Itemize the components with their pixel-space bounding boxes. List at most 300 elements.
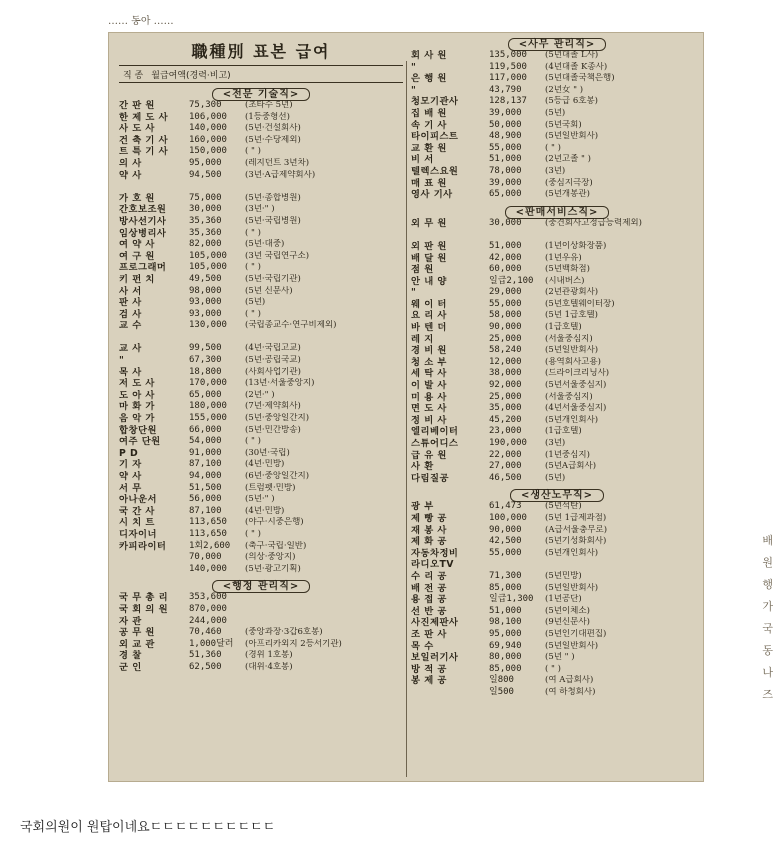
job-title: " xyxy=(119,355,125,367)
salary-row xyxy=(119,425,403,437)
salary-row xyxy=(411,687,703,699)
job-title: 용 접 공 xyxy=(411,594,447,606)
salary-row xyxy=(119,332,403,344)
salary-value: 35,360 xyxy=(189,215,222,226)
salary-note: (1급호텔) xyxy=(545,426,582,437)
salary-note: (야구·시중은행) xyxy=(245,517,304,528)
salary-row xyxy=(119,564,403,576)
salary-value: 65,000 xyxy=(489,189,522,200)
salary-value: 80,000 xyxy=(489,652,522,663)
section-title-text: <판매서비스직> xyxy=(505,206,610,219)
salary-value: 190,000 xyxy=(489,438,527,448)
salary-row xyxy=(411,559,703,571)
job-title: 재 봉 사 xyxy=(411,524,447,536)
salary-note: (5년대졸 L사) xyxy=(545,50,599,60)
salary-note: (5년일반회사) xyxy=(545,345,599,356)
salary-value: 67,300 xyxy=(189,355,222,366)
job-title: 트 특 기 사 xyxy=(119,146,169,158)
salary-note: (30년·국립) xyxy=(245,447,290,458)
job-title: 약 사 xyxy=(119,169,142,181)
salary-note: (5년 " ) xyxy=(545,652,575,663)
salary-value: 94,000 xyxy=(189,471,222,481)
job-title: 수 리 공 xyxy=(411,570,447,582)
salary-row xyxy=(119,228,403,240)
job-title: 외 판 원 xyxy=(411,240,447,252)
salary-value: 244,000 xyxy=(189,615,227,626)
salary-note: (5년일반회사) xyxy=(545,582,599,593)
salary-value: 51,500 xyxy=(189,482,222,493)
salary-row xyxy=(411,73,703,85)
salary-note: (7년·제약회사) xyxy=(245,401,301,412)
edge-char: 국 xyxy=(762,622,773,635)
job-title: 프로그래머 xyxy=(119,262,167,274)
salary-value xyxy=(489,229,545,241)
job-title: 판 사 xyxy=(119,297,142,309)
job-title: 영사 기사 xyxy=(411,189,453,201)
job-title: 약 사 xyxy=(119,471,142,482)
salary-value: 23,000 xyxy=(489,426,522,437)
salary-row xyxy=(411,536,703,548)
job-title: 국 회 의 원 xyxy=(119,603,169,615)
salary-note: (4년서울중심지) xyxy=(545,403,607,414)
salary-row xyxy=(411,50,703,62)
salary-note: (5년일반회사) xyxy=(545,640,599,651)
job-title: 이 발 사 xyxy=(411,380,447,392)
job-title: 한 제 도 사 xyxy=(119,111,169,123)
salary-row xyxy=(119,650,403,662)
salary-note: (5년) xyxy=(245,297,266,308)
job-title: 사진제판사 xyxy=(411,617,459,629)
salary-note: (A급서울충무로) xyxy=(545,524,608,535)
salary-value: 일급1,300 xyxy=(489,594,534,605)
salary-row xyxy=(411,380,703,392)
edge-char: 배 xyxy=(762,534,773,547)
salary-value: 46,500 xyxy=(489,472,522,483)
job-title xyxy=(411,687,489,699)
salary-row xyxy=(119,483,403,495)
salary-note: (레지던트 3년차) xyxy=(245,157,310,168)
salary-note: (아프리카외지 2등서기관) xyxy=(245,638,342,649)
job-title: 집 배 원 xyxy=(411,107,447,119)
salary-note: (3년) xyxy=(545,438,566,448)
section-title xyxy=(411,203,703,216)
salary-value: 130,000 xyxy=(189,320,227,331)
salary-value: 62,500 xyxy=(189,661,222,672)
salary-value: 60,000 xyxy=(489,264,522,275)
salary-value: 95,000 xyxy=(189,157,222,168)
salary-row xyxy=(119,309,403,321)
job-title: 급 유 원 xyxy=(411,449,447,461)
salary-row xyxy=(411,229,703,241)
job-title: 스튜어디스 xyxy=(411,438,459,449)
salary-note: (경위 1호봉) xyxy=(245,650,293,661)
job-title xyxy=(119,181,189,193)
job-title: 방 적 공 xyxy=(411,663,447,675)
salary-note: ( " ) xyxy=(245,528,261,539)
salary-value: 98,100 xyxy=(489,617,522,628)
salary-row xyxy=(411,299,703,311)
salary-value: 25,000 xyxy=(489,333,522,344)
salary-value: 30,000 xyxy=(189,204,222,215)
salary-row xyxy=(411,96,703,108)
salary-value: 128,137 xyxy=(489,96,527,107)
salary-value: 48,900 xyxy=(489,131,522,142)
salary-note: (2년·" ) xyxy=(245,389,275,400)
salary-value: 117,000 xyxy=(489,73,527,84)
job-title: 건 축 기 사 xyxy=(119,134,169,146)
salary-row xyxy=(119,552,403,564)
salary-note: (3년·" ) xyxy=(245,204,275,215)
left-column xyxy=(119,33,403,782)
salary-row xyxy=(119,627,403,639)
salary-note: (5년·광고기획) xyxy=(245,563,301,574)
salary-note: (국립종교수·연구비제외) xyxy=(245,320,337,331)
salary-row xyxy=(119,204,403,216)
section-title-text: <생산노무직> xyxy=(510,489,604,502)
salary-value: 140,000 xyxy=(189,563,227,574)
job-title: 점 원 xyxy=(411,264,434,276)
salary-row xyxy=(119,135,403,147)
header-job: 직 종 xyxy=(123,71,144,81)
job-title: 레 지 xyxy=(411,333,434,345)
salary-row xyxy=(119,390,403,402)
job-title xyxy=(119,552,189,564)
salary-note xyxy=(245,592,403,604)
clipping-headline: 職種別 표본 급여 xyxy=(191,42,331,61)
job-title: " xyxy=(411,84,417,96)
job-title: 군 인 xyxy=(119,661,142,673)
job-title: 안 내 양 xyxy=(411,275,447,287)
salary-note: (1년우유) xyxy=(545,252,582,263)
job-title: 엘리베이터 xyxy=(411,426,459,438)
salary-row xyxy=(119,517,403,529)
salary-value: 12,000 xyxy=(489,356,522,367)
salary-note: (5등급 6호봉) xyxy=(545,96,598,107)
salary-note: (5년A급회사) xyxy=(545,461,597,472)
salary-note: (5년이체소) xyxy=(545,605,590,616)
salary-note: ( " ) xyxy=(545,142,561,153)
salary-row xyxy=(119,320,403,332)
salary-row xyxy=(411,501,703,513)
job-title: 교 수 xyxy=(119,320,142,332)
salary-value: 105,000 xyxy=(189,250,227,261)
job-title: 도 아 사 xyxy=(119,389,155,401)
section-title xyxy=(119,577,403,593)
salary-note xyxy=(245,616,403,628)
salary-note: (5년·민간방송) xyxy=(245,424,301,435)
salary-value: 51,000 xyxy=(489,154,522,165)
job-title: 경 찰 xyxy=(119,650,142,662)
salary-note: (1년중심지) xyxy=(545,449,590,460)
job-title: 보일러기사 xyxy=(411,652,459,664)
salary-value: 94,500 xyxy=(189,169,222,180)
job-title: 국 간 사 xyxy=(119,505,155,517)
salary-note: (6년·중앙일간지) xyxy=(245,471,310,481)
salary-value xyxy=(189,332,245,344)
job-title: 배 전 공 xyxy=(411,582,447,594)
salary-row xyxy=(411,368,703,380)
salary-value: 70,000 xyxy=(189,552,222,563)
job-title: 면 도 사 xyxy=(411,403,447,415)
salary-note: (2년女 " ) xyxy=(545,84,584,95)
salary-value: 1,000달러 xyxy=(189,638,234,649)
job-title: 미 용 사 xyxy=(411,391,447,403)
salary-row xyxy=(119,367,403,379)
salary-note: (5년·종합병원) xyxy=(245,192,301,203)
salary-value: 93,000 xyxy=(189,297,222,308)
salary-row xyxy=(119,297,403,309)
job-title: 카피라이터 xyxy=(119,540,167,552)
salary-note: (1등중형선) xyxy=(245,111,290,122)
salary-value: 39,000 xyxy=(489,177,522,188)
salary-value: 87,100 xyxy=(189,459,222,470)
salary-row xyxy=(119,239,403,251)
salary-value: 29,000 xyxy=(489,287,522,298)
salary-note: (의상·중앙지) xyxy=(245,552,296,563)
salary-row xyxy=(119,378,403,390)
job-title: 자 관 xyxy=(119,615,142,627)
salary-note: (3년) xyxy=(545,165,566,176)
job-title: 웨 이 터 xyxy=(411,298,447,310)
salary-row xyxy=(119,286,403,298)
job-title: 가 호 원 xyxy=(119,192,155,204)
salary-value: 119,500 xyxy=(489,61,527,72)
job-title: 타이피스트 xyxy=(411,131,459,143)
salary-note: (5년 1급제과점) xyxy=(545,512,607,523)
job-title: 기 자 xyxy=(119,459,142,471)
salary-note: (여 A급회사) xyxy=(545,675,594,686)
job-title: 사 서 xyxy=(119,285,142,297)
salary-row xyxy=(119,506,403,518)
salary-row xyxy=(411,675,703,687)
salary-note: (시내버스) xyxy=(545,275,585,286)
salary-row xyxy=(411,664,703,676)
salary-value: 78,000 xyxy=(489,165,522,176)
salary-note: (5년개인회사) xyxy=(545,414,599,425)
column-divider xyxy=(406,61,407,777)
salary-value: 58,240 xyxy=(489,345,522,356)
salary-value: 51,360 xyxy=(189,650,222,661)
salary-row xyxy=(411,426,703,438)
job-title: 간 판 원 xyxy=(119,100,155,111)
job-title: 국 무 총 리 xyxy=(119,592,169,604)
salary-row xyxy=(411,403,703,415)
salary-note xyxy=(245,181,403,193)
salary-note: (대위·4호봉) xyxy=(245,661,293,672)
salary-value: 50,000 xyxy=(489,119,522,130)
salary-row xyxy=(119,262,403,274)
salary-value: 85,000 xyxy=(489,663,522,674)
salary-note: (5년 1급호텔) xyxy=(545,310,598,321)
edge-char: 가 xyxy=(762,600,773,613)
job-title: 공 무 원 xyxy=(119,627,155,639)
job-title: 바 텐 더 xyxy=(411,322,447,334)
job-title: 외 무 원 xyxy=(411,217,447,229)
salary-value: 45,200 xyxy=(489,414,522,425)
job-title: 합창단원 xyxy=(119,424,157,436)
salary-value: 35,000 xyxy=(489,403,522,414)
salary-value: 49,500 xyxy=(189,273,222,284)
salary-value: 140,000 xyxy=(189,123,227,134)
salary-note: (13년·서울중앙지) xyxy=(245,378,315,389)
salary-value: 135,000 xyxy=(489,50,527,60)
salary-note: (4년대졸 K종사) xyxy=(545,61,608,72)
job-title: 교 환 원 xyxy=(411,142,447,154)
salary-row xyxy=(411,310,703,322)
salary-row xyxy=(411,276,703,288)
salary-value: 22,000 xyxy=(489,449,522,460)
salary-note: (5년국회) xyxy=(545,119,582,130)
salary-value: 55,000 xyxy=(489,298,522,309)
job-title: 음 악 가 xyxy=(119,413,155,425)
salary-note: (중앙과장·3갑6호봉) xyxy=(245,627,323,638)
salary-note: (4년·민방) xyxy=(245,505,285,516)
salary-note: (5년·수당제외) xyxy=(245,134,301,145)
salary-row xyxy=(119,448,403,460)
job-title: 은 행 원 xyxy=(411,73,447,85)
salary-value: 99,500 xyxy=(189,343,222,354)
salary-note: (5년) xyxy=(545,107,566,118)
salary-value: 55,000 xyxy=(489,142,522,153)
job-title xyxy=(411,229,489,241)
job-title: 간호보조원 xyxy=(119,204,167,216)
salary-row xyxy=(411,525,703,537)
salary-note: (서울중심지) xyxy=(545,333,593,344)
salary-row xyxy=(119,343,403,355)
salary-note: ( " ) xyxy=(245,262,261,273)
salary-value: 39,000 xyxy=(489,107,522,118)
salary-value: 91,000 xyxy=(189,447,222,458)
salary-note: (5년민방) xyxy=(545,570,582,581)
salary-value: 75,300 xyxy=(189,100,222,110)
salary-row xyxy=(411,334,703,346)
salary-note: (5년·공립국교) xyxy=(245,355,301,366)
salary-row xyxy=(411,143,703,155)
salary-value: 38,000 xyxy=(489,368,522,379)
job-title: 시 치 트 xyxy=(119,517,155,529)
salary-note: (트럼펫·민방) xyxy=(245,482,296,493)
salary-row xyxy=(411,253,703,265)
salary-note: (5년·건설회사) xyxy=(245,123,301,134)
job-title: 방사선기사 xyxy=(119,215,167,227)
salary-value: 일급2,100 xyxy=(489,275,534,286)
salary-row xyxy=(411,617,703,629)
salary-note: (축구·국립·일반) xyxy=(245,540,307,551)
salary-note: (5년) xyxy=(545,472,566,483)
job-title: 자동차정비 xyxy=(411,547,459,559)
salary-value: 353,600 xyxy=(189,592,227,603)
salary-note xyxy=(545,229,703,241)
salary-row xyxy=(119,639,403,651)
job-title: 사 도 사 xyxy=(119,123,155,135)
salary-note: (5년일반회사) xyxy=(545,131,599,142)
salary-note: (5년기성화회사) xyxy=(545,536,607,547)
edge-char: 동 xyxy=(762,644,773,657)
salary-row xyxy=(411,357,703,369)
salary-note: (2년고졸 " ) xyxy=(545,154,591,165)
salary-note: (5년석탄) xyxy=(545,501,582,512)
job-title: 디자이너 xyxy=(119,528,157,540)
salary-row xyxy=(411,652,703,664)
salary-row xyxy=(411,641,703,653)
salary-row xyxy=(119,401,403,413)
salary-note: (1년이상화장품) xyxy=(545,240,607,251)
salary-row xyxy=(119,529,403,541)
job-title: 여 약 사 xyxy=(119,239,155,251)
job-title: 요 리 사 xyxy=(411,310,447,322)
job-title: 임상병리사 xyxy=(119,227,167,239)
job-title: 서 무 xyxy=(119,482,142,494)
job-title xyxy=(119,332,189,344)
salary-note: ( " ) xyxy=(545,663,561,674)
salary-row xyxy=(411,473,703,485)
job-title: 봉 제 공 xyxy=(411,675,447,687)
salary-row xyxy=(411,571,703,583)
salary-row xyxy=(411,322,703,334)
salary-value: 42,000 xyxy=(489,252,522,263)
salary-note: (5년인기대편집) xyxy=(545,628,607,639)
salary-note: (5년·" ) xyxy=(245,494,275,505)
salary-row xyxy=(411,629,703,641)
job-title: 교 사 xyxy=(119,343,142,355)
right-column xyxy=(411,33,703,782)
salary-row xyxy=(119,123,403,135)
salary-value: 일500 xyxy=(489,686,514,697)
salary-row xyxy=(411,606,703,618)
job-title: 여주 단원 xyxy=(119,436,161,448)
salary-value: 106,000 xyxy=(189,111,227,122)
salary-note: (9년신문사) xyxy=(545,617,590,628)
salary-value: 93,000 xyxy=(189,308,222,319)
salary-value: 66,000 xyxy=(189,424,222,435)
salary-note: (3년 국립연구소) xyxy=(245,250,310,261)
salary-row xyxy=(119,193,403,205)
salary-note: (3년·A급제약회사) xyxy=(245,169,316,180)
job-title xyxy=(119,564,189,576)
salary-value: 87,100 xyxy=(189,505,222,516)
salary-note: (5년백화점) xyxy=(545,264,590,275)
job-title: P D xyxy=(119,447,139,459)
job-title: 의 사 xyxy=(119,157,142,169)
salary-value: 105,000 xyxy=(189,262,227,273)
salary-value: 71,300 xyxy=(489,570,522,581)
job-title: 여 구 원 xyxy=(119,250,155,262)
salary-note: (초타수 5년) xyxy=(245,100,293,110)
salary-value: 113,650 xyxy=(189,517,227,528)
salary-value: 56,000 xyxy=(189,494,222,505)
job-title: 라디오TV xyxy=(411,559,454,571)
salary-value: 90,000 xyxy=(489,322,522,333)
salary-row xyxy=(411,264,703,276)
salary-note: ( " ) xyxy=(245,308,261,319)
job-title: 비 서 xyxy=(411,154,434,166)
salary-value: 54,000 xyxy=(189,436,222,447)
salary-value: 92,000 xyxy=(489,380,522,391)
salary-row xyxy=(119,100,403,112)
section-title xyxy=(411,35,703,48)
table-header xyxy=(119,65,403,83)
salary-row xyxy=(119,170,403,182)
salary-row xyxy=(411,108,703,120)
salary-row xyxy=(119,436,403,448)
salary-note: (사회사업기관) xyxy=(245,366,301,377)
job-title: 정 비 사 xyxy=(411,414,447,426)
edge-char: 원 xyxy=(762,556,773,569)
salary-row xyxy=(411,218,703,230)
salary-note: (드라이크리닝사) xyxy=(545,368,610,379)
salary-note: (5년 신문사) xyxy=(245,285,293,296)
job-title: 회 사 원 xyxy=(411,50,447,61)
